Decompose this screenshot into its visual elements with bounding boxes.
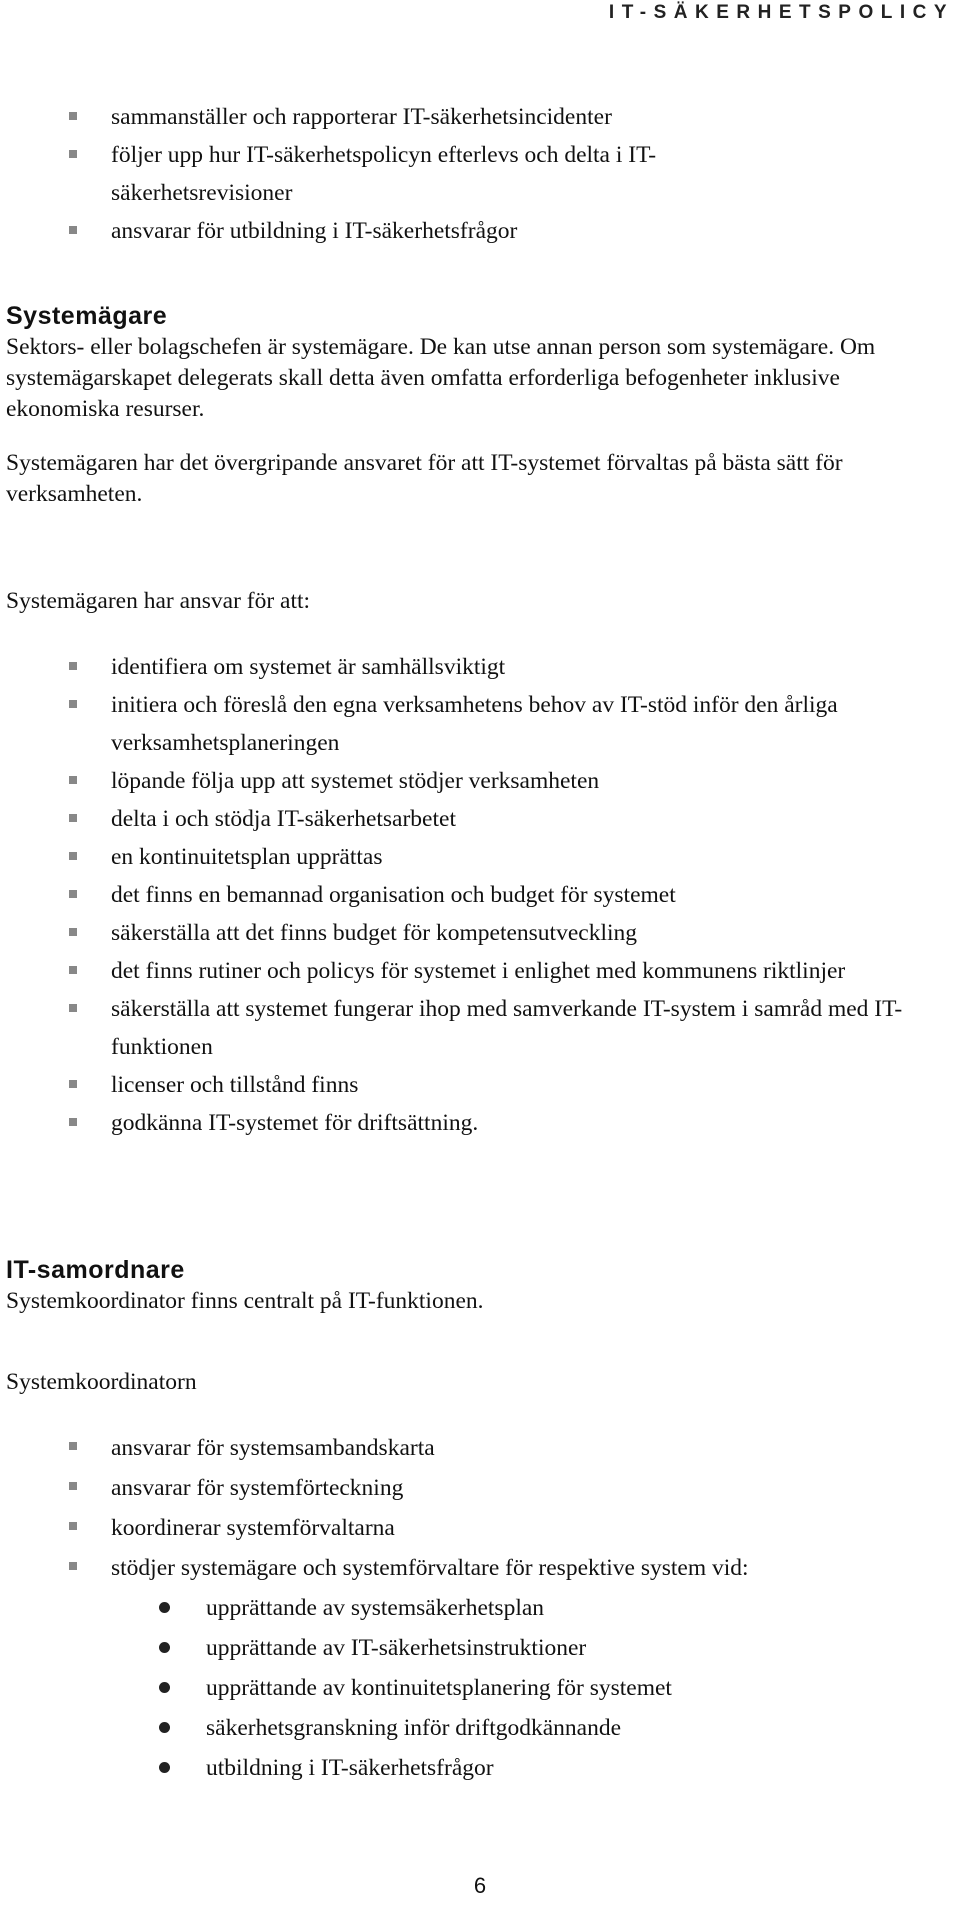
systemagare-list [6,648,954,1142]
list-item: en kontinuitetsplan upprättas [6,838,954,876]
systemagare-section [6,300,954,425]
list-item: sammanställer och rapporterar IT-säkerhetsincidenter [6,98,954,136]
list-item: ansvarar för utbildning i IT-säkerhetsfrågor [6,212,954,250]
list-item: det finns en bemannad organisation och budget för systemet [6,876,954,914]
round-bullet-icon [159,1722,170,1733]
itsamordnare-paragraph-2 [6,1367,954,1398]
list-item: licenser och tillstånd finns [6,1066,954,1104]
list-item: följer upp hur IT-säkerhetspolicyn efterlevs och delta i IT-säkerhetsrevisioner [6,136,771,212]
paragraph: Systemkoordinatorn [6,1369,197,1395]
sub-list-item: upprättande av kontinuitetsplanering för systemet [6,1668,954,1708]
square-bullet-icon [69,1004,77,1012]
itsamordnare-section [6,1254,954,1317]
list-item: godkänna IT-systemet för driftsättning. [6,1104,954,1142]
square-bullet-icon [69,814,77,822]
sub-list-item: upprättande av systemsäkerhetsplan [6,1588,954,1628]
systemagare-paragraph-3 [6,586,954,617]
list-item: delta i och stödja IT-säkerhetsarbetet [6,800,954,838]
list-item: initiera och föreslå den egna verksamhetens behov av IT-stöd inför den årliga verksamhetsplaneringen [6,686,941,762]
sub-list-item: upprättande av IT-säkerhetsinstruktioner [6,1628,954,1668]
square-bullet-icon [69,1080,77,1088]
square-bullet-icon [69,150,77,158]
square-bullet-icon [69,1442,77,1450]
square-bullet-icon [69,1522,77,1530]
square-bullet-icon [69,226,77,234]
round-bullet-icon [159,1682,170,1693]
paragraph: Systemkoordinator finns centralt på IT-funktionen. [6,1288,484,1314]
list-item: ansvarar för systemsambandskarta [6,1428,954,1468]
round-bullet-icon [159,1762,170,1773]
sub-list-item: säkerhetsgranskning inför driftgodkännande [6,1708,954,1748]
square-bullet-icon [69,1118,77,1126]
square-bullet-icon [69,1562,77,1570]
page-number: 6 [473,1873,487,1898]
list-item: ansvarar för systemförteckning [6,1468,954,1508]
square-bullet-icon [69,1482,77,1490]
paragraph: Systemägaren har det övergripande ansvaret för att IT-systemet förvaltas på bästa sätt för verksamheten. [6,450,843,507]
list-item: löpande följa upp att systemet stödjer verksamheten [6,762,954,800]
round-bullet-icon [159,1642,170,1653]
systemagare-paragraph-2 [6,448,954,510]
sub-list-item: utbildning i IT-säkerhetsfrågor [6,1748,954,1788]
round-bullet-icon [159,1602,170,1613]
square-bullet-icon [69,700,77,708]
list-item: stödjer systemägare och systemförvaltare för respektive system vid: [6,1548,954,1588]
section-heading: Systemägare [6,302,168,330]
list-item: koordinerar systemförvaltarna [6,1508,954,1548]
section-heading: IT-samordnare [6,1256,185,1284]
square-bullet-icon [69,852,77,860]
itsamordnare-list [6,1428,954,1788]
paragraph: Systemägaren har ansvar för att: [6,588,311,614]
running-header: IT-SÄKERHETSPOLICY [608,2,954,23]
intro-list [6,98,954,250]
square-bullet-icon [69,966,77,974]
list-item: det finns rutiner och policys för systemet i enlighet med kommunens riktlinjer [6,952,911,990]
list-item: identifiera om systemet är samhällsviktigt [6,648,954,686]
list-item: säkerställa att det finns budget för kompetensutveckling [6,914,954,952]
list-item: säkerställa att systemet fungerar ihop med samverkande IT-system i samråd med IT-funktionen [6,990,951,1066]
square-bullet-icon [69,928,77,936]
square-bullet-icon [69,112,77,120]
paragraph: Sektors- eller bolagschefen är systemägare. De kan utse annan person som systemägare. Om systemägarskapet delegerats skall detta även omfatta erforderliga befogenheter inklusive ekonomiska resurser. [6,334,876,422]
square-bullet-icon [69,662,77,670]
square-bullet-icon [69,890,77,898]
square-bullet-icon [69,776,77,784]
